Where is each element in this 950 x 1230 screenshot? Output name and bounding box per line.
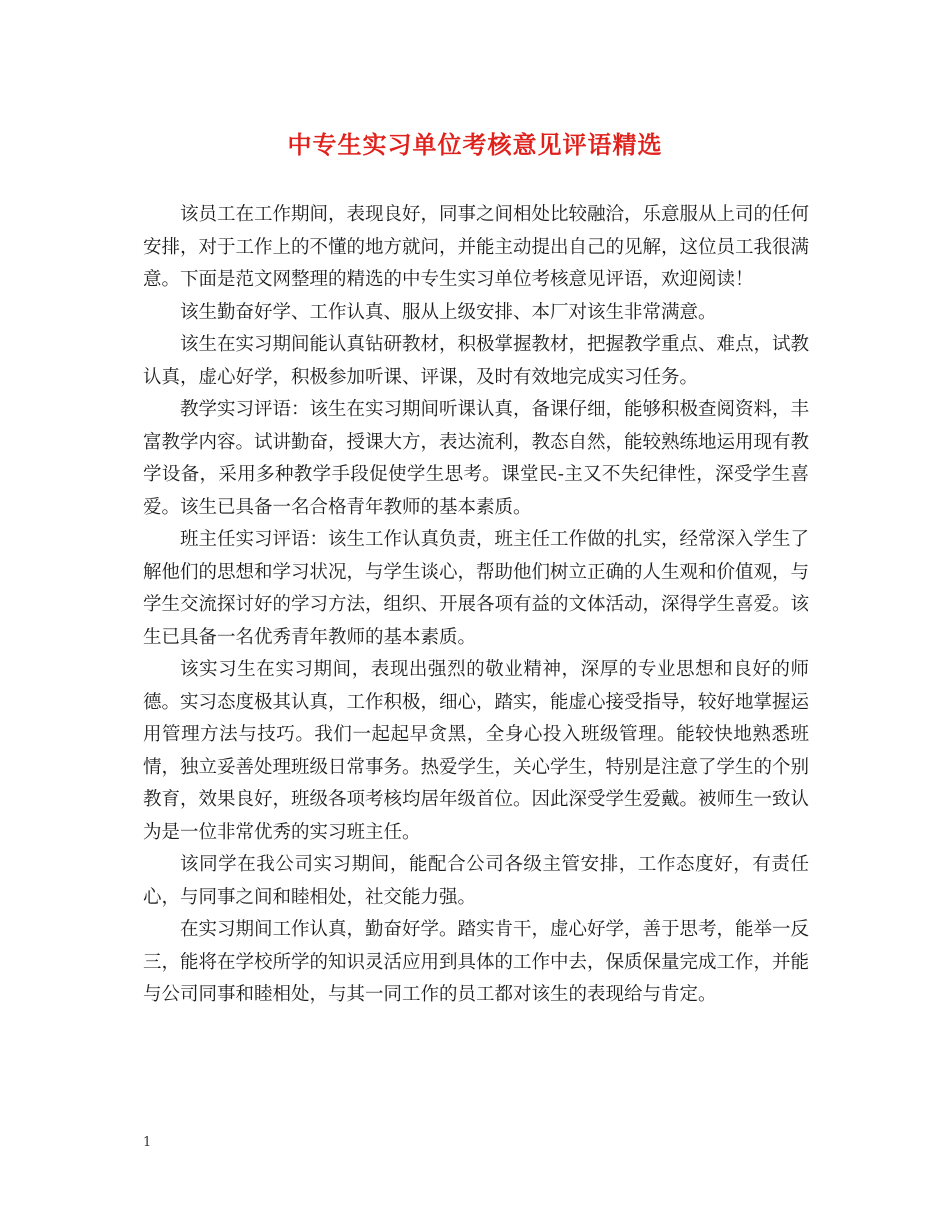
paragraph-work-attitude: 在实习期间工作认真，勤奋好学。踏实肯干，虚心好学，善于思考，能举一反三，能将在学校所学的知识灵活应用到具体的工作中去，保质保量完成工作，并能与公司同事和睦相处，与其一同工作的员工都对该生的表现给与肯定。: [143, 919, 810, 1005]
paragraph-factory-comment: 该生勤奋好学、工作认真、服从上级安排、本厂对该生非常满意。: [180, 301, 717, 323]
paragraph-teaching-practice-comment: 教学实习评语：该生在实习期间听课认真，备课仔细，能够积极查阅资料，丰富教学内容。试讲勤奋，授课大方，表达流利，教态自然，能较熟练地运用现有教学设备，采用多种教学手段促使学生思考。课堂民-主又不失纪律性，深受学生喜爱。该生已具备一名合格青年教师的基本素质。: [143, 399, 810, 518]
document-title: 中专生实习单位考核意见评语精选: [287, 131, 663, 159]
paragraph-class-teacher-comment: 班主任实习评语：该生工作认真负责，班主任工作做的扎实，经常深入学生了解他们的思想和学习状况，与学生谈心，帮助他们树立正确的人生观和价值观，与学生交流探讨好的学习方法，组织、开展各项有益的文体活动，深得学生喜爱。该生已具备一名优秀青年教师的基本素质。: [143, 529, 810, 648]
paragraph-teaching-diligence: 该生在实习期间能认真钻研教材，积极掌握教材，把握教学重点、难点，试教认真，虚心好学，积极参加听课、评课，及时有效地完成实习任务。: [143, 334, 810, 388]
document-body: [143, 199, 809, 1012]
paragraph-intro: 该员工在工作期间，表现良好，同事之间相处比较融洽，乐意服从上司的任何安排，对于工作上的不懂的地方就问，并能主动提出自己的见解，这位员工我很满意。下面是范文网整理的精选的中专生实习单位考核意见评语，欢迎阅读！: [143, 204, 810, 290]
page-number: 1: [143, 1135, 152, 1150]
paragraph-intern-class-teacher: 该实习生在实习期间，表现出强烈的敬业精神，深厚的专业思想和良好的师德。实习态度极其认真，工作积极，细心，踏实，能虚心接受指导，较好地掌握运用管理方法与技巧。我们一起起早贪黑，全身心投入班级管理。能较快地熟悉班情，独立妥善处理班级日常事务。热爱学生，关心学生，特别是注意了学生的个别教育，效果良好，班级各项考核均居年级首位。因此深受学生爱戴。被师生一致认为是一位非常优秀的实习班主任。: [143, 659, 810, 843]
paragraph-company-intern: 该同学在我公司实习期间，能配合公司各级主管安排，工作态度好，有责任心，与同事之间和睦相处，社交能力强。: [143, 854, 809, 908]
